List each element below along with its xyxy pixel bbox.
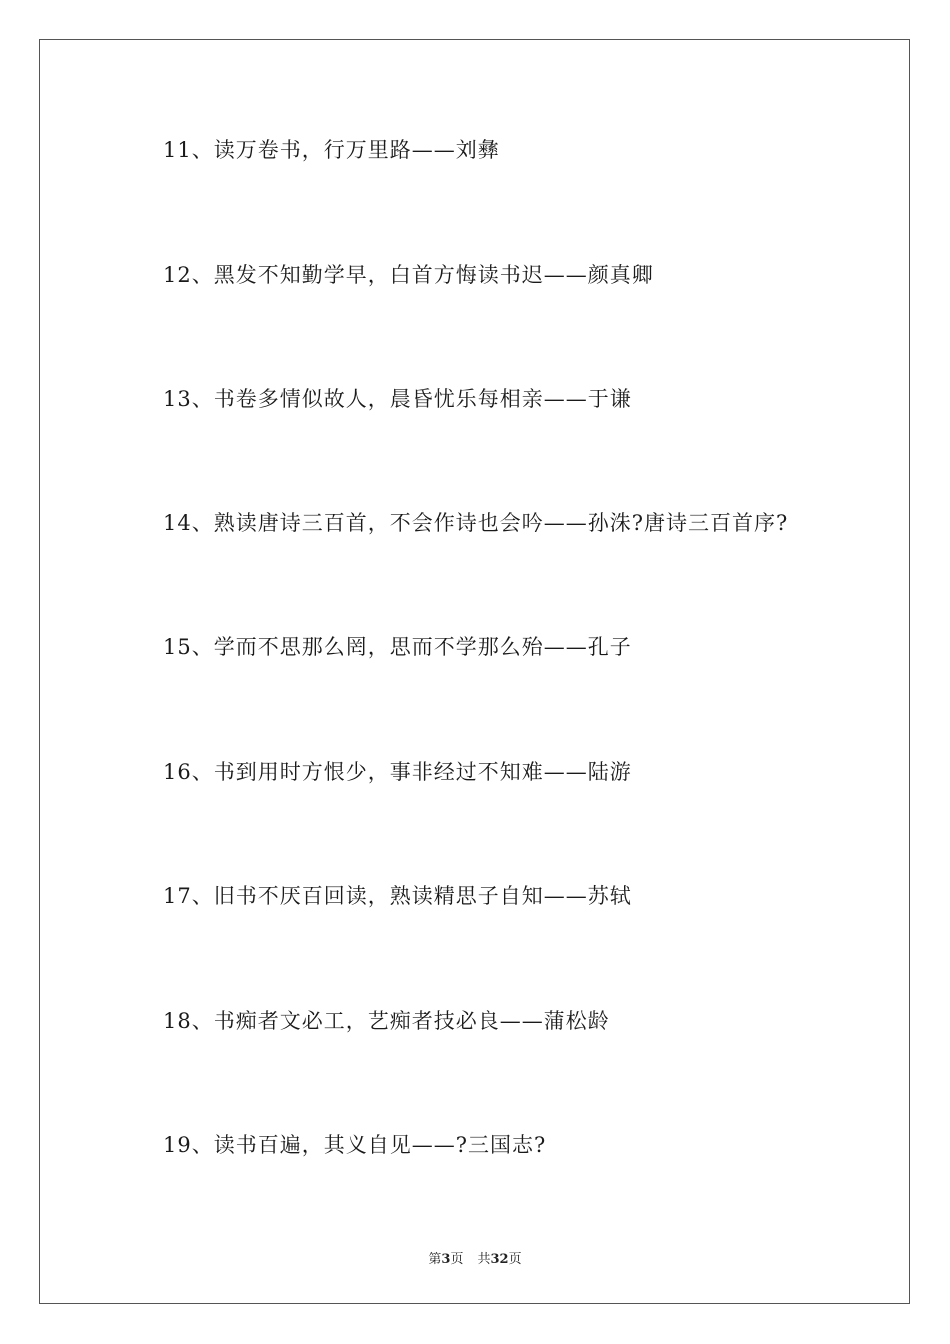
page-footer [0,1248,950,1267]
quote-15: 15、学而不思那么罔，思而不学那么殆——孔子 [163,635,632,659]
quote-17: 17、旧书不厌百回读，熟读精思子自知——苏轼 [163,884,632,908]
quote-18: 18、书痴者文必工，艺痴者技必良——蒲松龄 [163,1009,610,1033]
page-number: 3 [441,1252,451,1267]
page-border [39,39,910,1304]
quote-12: 12、黑发不知勤学早，白首方悔读书迟——颜真卿 [163,263,654,287]
total-prefix: 共 [477,1252,491,1267]
page-prefix: 第 [428,1252,442,1267]
page-suffix: 页 [450,1252,464,1267]
total-suffix: 页 [508,1252,522,1267]
quote-13: 13、书卷多情似故人，晨昏忧乐每相亲——于谦 [163,387,632,411]
total-pages: 32 [490,1252,509,1267]
quote-11: 11、读万卷书，行万里路——刘彝 [163,138,500,162]
quote-16: 16、书到用时方恨少，事非经过不知难——陆游 [163,760,632,784]
quote-14: 14、熟读唐诗三百首，不会作诗也会吟——孙洙?唐诗三百首序? [163,511,789,535]
quote-19: 19、读书百遍，其义自见——?三国志? [163,1133,547,1157]
